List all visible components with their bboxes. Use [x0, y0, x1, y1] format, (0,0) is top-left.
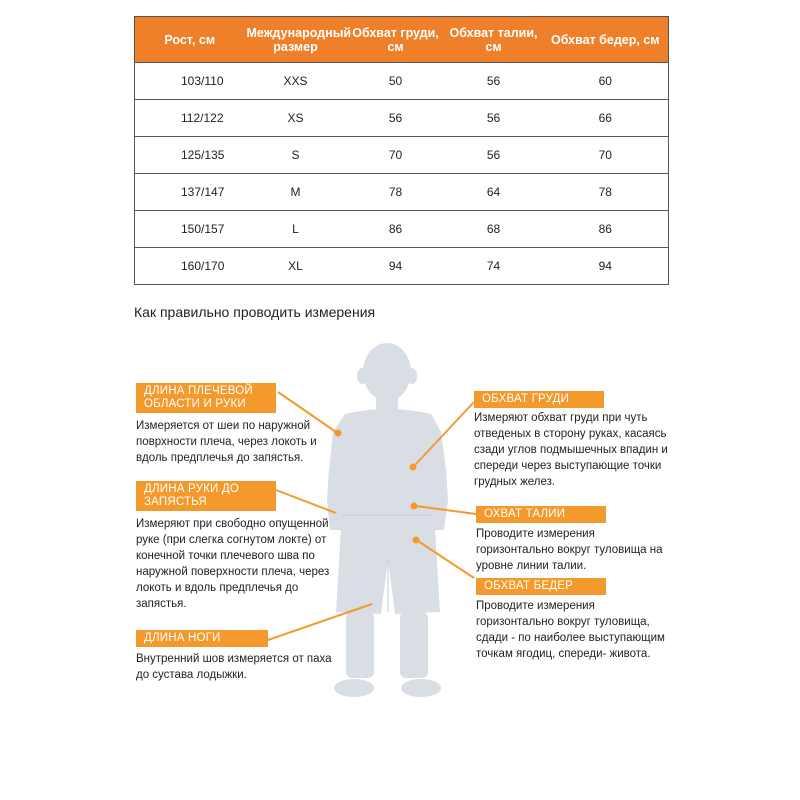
header-waist: Обхват талии, см: [445, 17, 543, 63]
cell-waist: 56: [445, 63, 543, 100]
measurement-guide-title: Как правильно проводить измерения: [134, 304, 376, 320]
tag-chest: ОБХВАТ ГРУДИ: [474, 391, 604, 408]
cell-size: M: [245, 174, 347, 211]
cell-height: 150/157: [135, 211, 245, 248]
cell-waist: 64: [445, 174, 543, 211]
cell-hips: 66: [543, 100, 669, 137]
header-height: Рост, см: [135, 17, 245, 63]
header-chest: Обхват груди, см: [347, 17, 445, 63]
desc-shoulder-length: Измеряется от шеи по наружной поврхности плеча, через локоть и вдоль предплечья до запястья.: [136, 420, 317, 464]
desc-arm-length: Измеряют при свободно опущенной руке (при слегка согнутом локте) от конечной точки плечевого шва по наружной поверхности плеча, через локоть и вдоль предплечья до запястья.: [136, 518, 330, 610]
cell-chest: 86: [347, 211, 445, 248]
cell-waist: 74: [445, 248, 543, 285]
header-intl-size: Международный размер: [245, 17, 347, 63]
cell-hips: 78: [543, 174, 669, 211]
tag-waist: ОХВАТ ТАЛИИ: [476, 506, 606, 523]
desc-chest: Измеряют обхват груди при чуть отведеных в сторону руках, касаясь сзади углов подмышечных впадин и спереди через выступающие точки грудных желез.: [474, 412, 668, 488]
cell-height: 160/170: [135, 248, 245, 285]
cell-waist: 56: [445, 100, 543, 137]
cell-height: 103/110: [135, 63, 245, 100]
cell-hips: 86: [543, 211, 669, 248]
arrow-chest: [415, 402, 474, 465]
cell-size: XL: [245, 248, 347, 285]
cell-height: 137/147: [135, 174, 245, 211]
arrow-dot-chest: [411, 465, 416, 470]
tag-hips: ОБХВАТ БЕДЕР: [476, 578, 606, 595]
arrow-waist: [416, 506, 476, 514]
arrow-hips: [418, 541, 474, 578]
cell-chest: 70: [347, 137, 445, 174]
cell-chest: 50: [347, 63, 445, 100]
desc-hips: Проводите измерения горизонтально вокруг туловища, сдади - по наиболее выступающим точкам ягодиц, спереди- живота.: [476, 600, 665, 660]
tag-shoulder-length: ДЛИНА ПЛЕЧЕВОЙ ОБЛАСТИ И РУКИ: [136, 383, 276, 413]
desc-leg-length: Внутренний шов измеряется от паха до сустава лодыжки.: [136, 653, 332, 681]
cell-chest: 56: [347, 100, 445, 137]
arrow-dot-waist: [412, 504, 417, 509]
cell-height: 125/135: [135, 137, 245, 174]
header-hips: Обхват бедер, см: [543, 17, 669, 63]
cell-chest: 78: [347, 174, 445, 211]
tag-leg-length: ДЛИНА НОГИ: [136, 630, 268, 647]
cell-hips: 70: [543, 137, 669, 174]
cell-waist: 68: [445, 211, 543, 248]
cell-size: XXS: [245, 63, 347, 100]
cell-waist: 56: [445, 137, 543, 174]
arrow-arm: [276, 490, 336, 513]
cell-hips: 94: [543, 248, 669, 285]
tag-arm-length: ДЛИНА РУКИ ДО ЗАПЯСТЬЯ: [136, 481, 276, 511]
arrow-dot-hips: [414, 538, 419, 543]
cell-size: S: [245, 137, 347, 174]
cell-size: XS: [245, 100, 347, 137]
cell-hips: 60: [543, 63, 669, 100]
cell-chest: 94: [347, 248, 445, 285]
desc-waist: Проводите измерения горизонтально вокруг туловища на уровне линии талии.: [476, 528, 663, 572]
cell-height: 112/122: [135, 100, 245, 137]
cell-size: L: [245, 211, 347, 248]
